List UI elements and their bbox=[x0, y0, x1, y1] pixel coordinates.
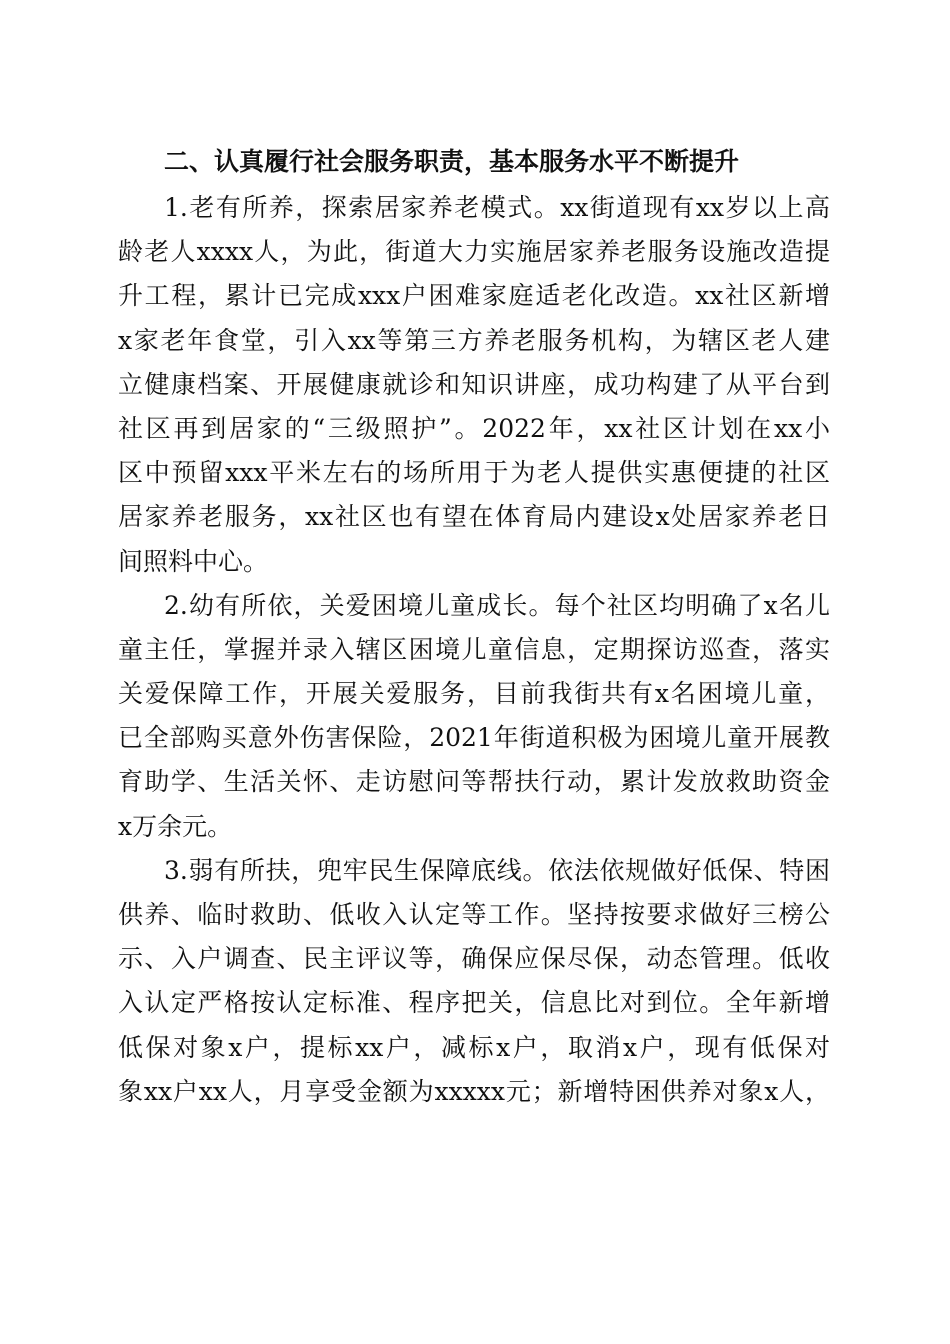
paragraph-line: 间照料中心。 bbox=[118, 546, 269, 576]
paragraph-line: 社区再到居家的“三级照护”。2022年，xx社区计划在xx小 bbox=[118, 413, 830, 443]
paragraph-line: 立健康档案、开展健康就诊和知识讲座，成功构建了从平台到 bbox=[118, 369, 830, 399]
paragraph-line: 升工程，累计已完成xxx户困难家庭适老化改造。xx社区新增 bbox=[118, 281, 830, 311]
paragraph-line: 育助学、生活关怀、走访慰问等帮扶行动，累计发放救助资金 bbox=[118, 767, 830, 797]
paragraph-line: 关爱保障工作，开展关爱服务，目前我街共有x名困境儿童， bbox=[118, 679, 830, 709]
paragraph-line: 1.老有所养，探索居家养老模式。xx街道现有xx岁以上高 bbox=[164, 193, 830, 222]
paragraph-line: 3.弱有所扶，兜牢民生保障底线。依法依规做好低保、特困 bbox=[164, 855, 830, 885]
paragraph-line: x万余元。 bbox=[118, 811, 233, 841]
paragraph-line: 区中预留xxx平米左右的场所用于为老人提供实惠便捷的社区 bbox=[118, 458, 830, 488]
document-body bbox=[118, 140, 830, 1114]
paragraph-line: 居家养老服务，xx社区也有望在体育局内建设x处居家养老日 bbox=[118, 502, 830, 532]
paragraph-line: 已全部购买意外伤害保险，2021年街道积极为困境儿童开展教 bbox=[118, 723, 830, 753]
paragraph-line: 示、入户调查、民主评议等，确保应保尽保，动态管理。低收 bbox=[118, 944, 830, 974]
paragraph-line: 龄老人xxxx人，为此，街道大力实施居家养老服务设施改造提 bbox=[118, 237, 830, 267]
paragraph-line: x家老年食堂，引入xx等第三方养老服务机构，为辖区老人建 bbox=[118, 325, 830, 355]
section-heading: 二、认真履行社会服务职责，基本服务水平不断提升 bbox=[164, 147, 740, 176]
paragraph-line: 象xx户xx人，月享受金额为xxxxx元；新增特困供养对象x人， bbox=[118, 1076, 830, 1106]
paragraph-line: 入认定严格按认定标准、程序把关，信息比对到位。全年新增 bbox=[118, 988, 830, 1018]
paragraph-line: 童主任，掌握并录入辖区困境儿童信息，定期探访巡查，落实 bbox=[118, 634, 830, 664]
paragraph-social-security bbox=[118, 849, 830, 1114]
paragraph-line: 2.幼有所依，关爱困境儿童成长。每个社区均明确了x名儿 bbox=[164, 590, 830, 620]
paragraph-children-care bbox=[118, 584, 830, 849]
paragraph-line: 供养、临时救助、低收入认定等工作。坚持按要求做好三榜公 bbox=[118, 900, 830, 929]
paragraph-elderly-care bbox=[118, 186, 830, 584]
paragraph-line: 低保对象x户，提标xx户，减标x户，取消x户，现有低保对 bbox=[118, 1032, 830, 1062]
